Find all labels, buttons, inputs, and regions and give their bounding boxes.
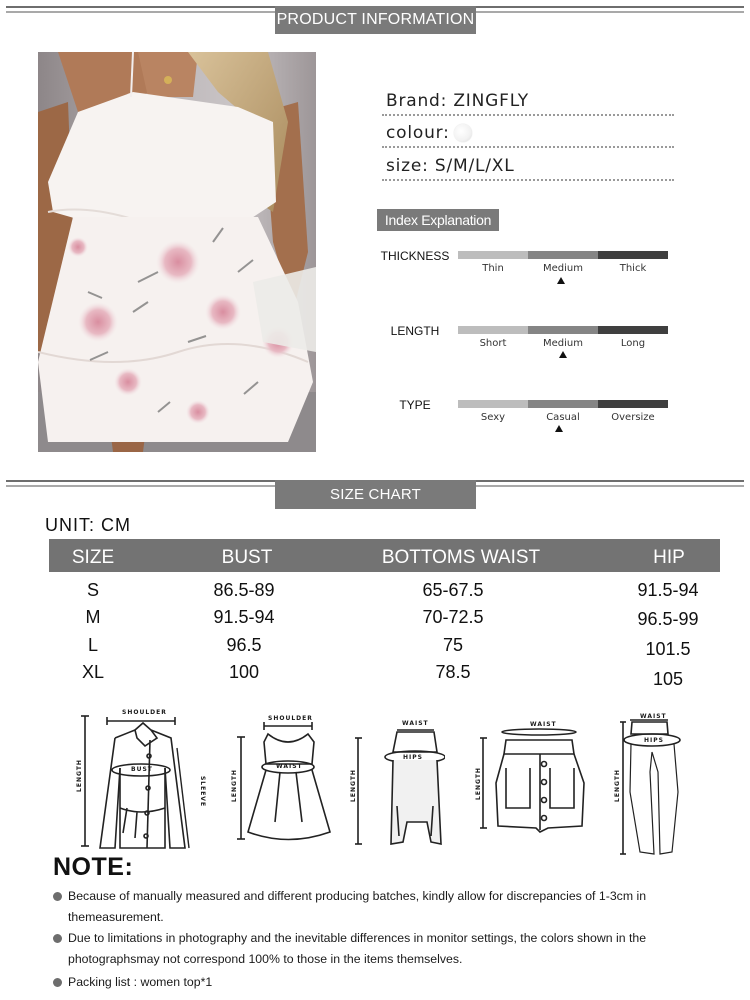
thickness-option-thick: Thick xyxy=(619,263,647,274)
cell-hip: 91.5-94 xyxy=(637,580,699,600)
jacket-sleeve-label: SLEEVE xyxy=(199,775,207,808)
colour-swatch-white[interactable] xyxy=(454,124,472,142)
cell-bust: 91.5-94 xyxy=(213,607,275,627)
pencil-skirt-measurement-diagram xyxy=(349,714,445,849)
note-title: NOTE: xyxy=(53,853,134,881)
thickness-option-medium: Medium xyxy=(543,263,583,274)
size-table-header xyxy=(49,539,720,572)
dress-length-label: LENGTH xyxy=(230,769,238,802)
table-row xyxy=(49,635,720,663)
cell-size: M xyxy=(85,607,101,627)
cell-hip: 105 xyxy=(652,669,684,689)
thickness-option-thin: Thin xyxy=(482,263,504,274)
header-bust: BUST xyxy=(221,547,273,568)
cell-size: S xyxy=(86,580,100,600)
bullet-icon xyxy=(53,892,62,901)
length-options xyxy=(458,338,668,349)
product-info-title: PRODUCT INFORMATION xyxy=(275,6,476,34)
length-label: LENGTH xyxy=(390,324,440,338)
type-option-casual: Casual xyxy=(546,412,580,423)
note-text: Because of manually measured and different producing batches, kindly allow for discrepancies of 1-3cm in themeasurement. xyxy=(68,889,647,924)
type-scale-bar xyxy=(458,400,668,408)
header-size: SIZE xyxy=(71,547,115,568)
dress-shoulder-label: SHOULDER xyxy=(268,715,313,722)
length-scale-bar xyxy=(458,326,668,334)
dress-waist-label: WAIST xyxy=(276,763,303,770)
jacket-shoulder-label: SHOULDER xyxy=(122,709,167,716)
pants-measurement-diagram xyxy=(612,712,702,857)
length-option-medium: Medium xyxy=(543,338,583,349)
thickness-label: THICKNESS xyxy=(380,249,450,263)
table-row xyxy=(49,607,720,635)
length-option-long: Long xyxy=(620,338,646,349)
type-option-sexy: Sexy xyxy=(480,412,506,423)
mini-skirt-length-label: LENGTH xyxy=(474,767,482,800)
header-hip: HIP xyxy=(653,547,685,568)
cell-bust: 86.5-89 xyxy=(213,580,275,600)
thickness-options xyxy=(458,263,668,274)
cell-size: XL xyxy=(81,662,105,682)
type-option-oversize: Oversize xyxy=(611,412,655,423)
table-row xyxy=(49,580,720,608)
length-option-short: Short xyxy=(479,338,507,349)
cell-hip: 96.5-99 xyxy=(637,609,699,629)
header-bottoms-waist: BOTTOMS WAIST xyxy=(381,547,541,568)
cell-bust: 96.5 xyxy=(226,635,262,655)
cell-waist: 78.5 xyxy=(435,662,471,682)
size-chart-title: SIZE CHART xyxy=(275,480,476,509)
pants-waist-label: WAIST xyxy=(640,713,667,720)
cell-waist: 65-67.5 xyxy=(422,580,484,600)
note-item xyxy=(53,886,693,928)
pants-hips-label: HIPS xyxy=(644,737,664,744)
unit-label: UNIT: CM xyxy=(45,515,131,535)
cell-waist: 70-72.5 xyxy=(422,607,484,627)
note-text: Due to limitations in photography and the inevitable differences in monitor settings, the colors shown in the photographsmay not correspond 100% to those in the items themselves. xyxy=(68,931,647,966)
thickness-scale-bar xyxy=(458,251,668,259)
cell-hip: 101.5 xyxy=(645,639,691,659)
thickness-selected-marker-icon xyxy=(557,277,565,284)
note-item xyxy=(53,972,693,993)
cell-bust: 100 xyxy=(228,662,260,682)
pants-length-label: LENGTH xyxy=(613,769,621,802)
mini-skirt-measurement-diagram xyxy=(474,718,588,838)
dress-measurement-diagram xyxy=(230,712,340,847)
size-line xyxy=(382,151,674,181)
jacket-measurement-diagram xyxy=(75,708,215,853)
type-selected-marker-icon xyxy=(555,425,563,432)
brand-text: Brand: ZINGFLY xyxy=(386,91,529,111)
colour-line xyxy=(382,118,674,148)
colour-label: colour: xyxy=(386,123,450,143)
cell-waist: 75 xyxy=(442,635,464,655)
jacket-length-label: LENGTH xyxy=(75,759,83,792)
cell-size: L xyxy=(87,635,99,655)
index-explanation-title: Index Explanation xyxy=(377,209,499,231)
note-item xyxy=(53,928,693,970)
jacket-bust-label: BUST xyxy=(131,766,153,773)
length-selected-marker-icon xyxy=(559,351,567,358)
bullet-icon xyxy=(53,978,62,987)
type-options xyxy=(458,412,668,423)
bullet-icon xyxy=(53,934,62,943)
product-photo xyxy=(38,52,316,452)
mini-skirt-waist-label: WAIST xyxy=(530,721,557,728)
note-text: Packing list : women top*1 xyxy=(68,975,213,989)
brand-line xyxy=(382,86,674,116)
type-label: TYPE xyxy=(399,398,431,412)
pencil-skirt-waist-label: WAIST xyxy=(402,720,429,727)
pencil-skirt-hips-label: HIPS xyxy=(403,754,423,761)
table-row xyxy=(49,662,720,690)
size-text: size: S/M/L/XL xyxy=(386,156,515,176)
pencil-skirt-length-label: LENGTH xyxy=(349,769,357,802)
